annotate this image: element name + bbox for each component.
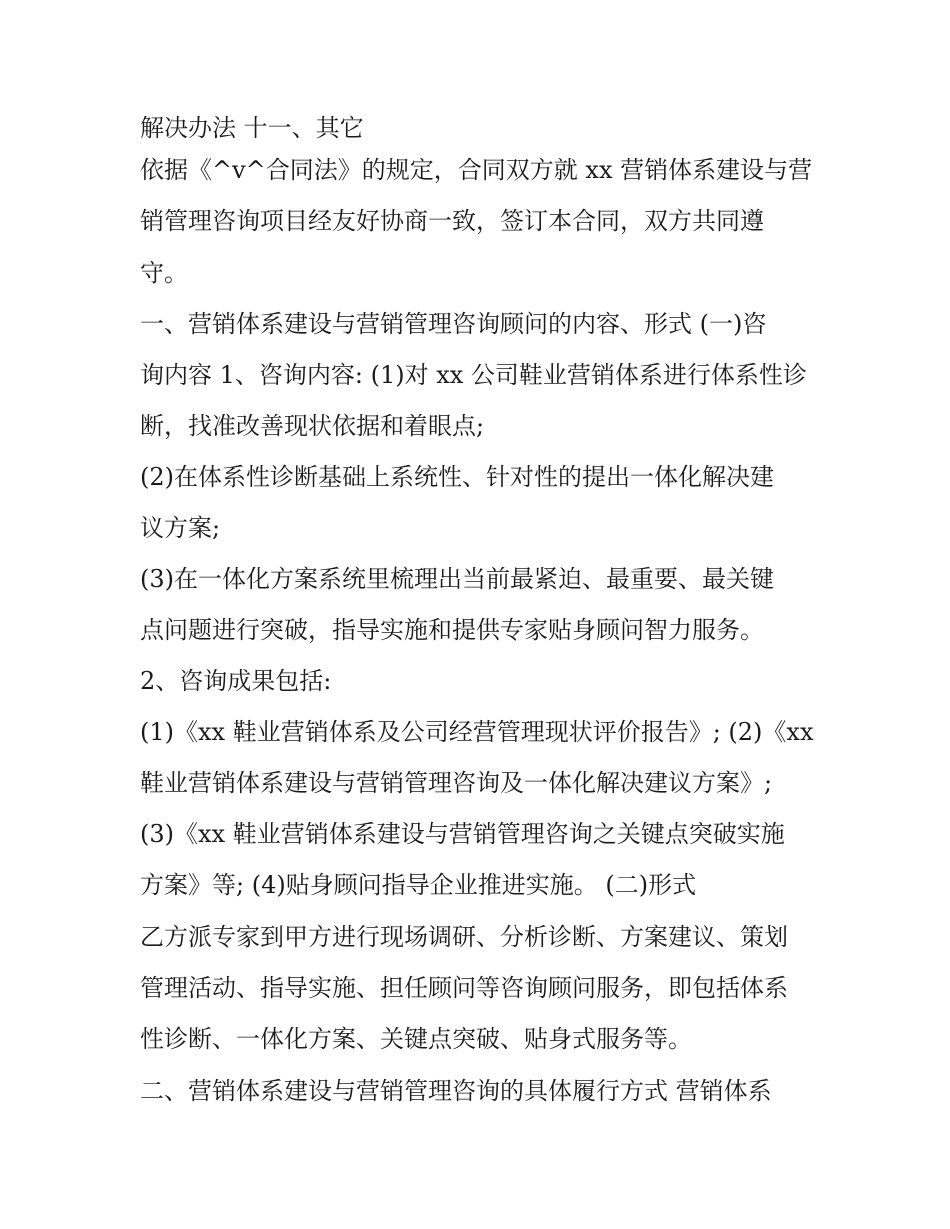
text-line: 乙方派专家到甲方进行现场调研、分析诊断、方案建议、策划 — [140, 923, 788, 951]
text-line: (3)《xx 鞋业营销体系建设与营销管理咨询之关键点突破实施 — [140, 820, 785, 848]
text-line: 2、咨询成果包括: — [140, 667, 332, 695]
text-line: 解决办法 十一、其它 — [140, 114, 364, 142]
text-line: 一、营销体系建设与营销管理咨询顾问的内容、形式 (一)咨 — [140, 310, 767, 338]
text-line: 销管理咨询项目经友好协商一致，签订本合同，双方共同遵 — [140, 207, 764, 235]
text-line: 守。 — [140, 259, 188, 287]
text-line: 性诊断、一体化方案、关键点突破、贴身式服务等。 — [140, 1025, 692, 1053]
text-line: 询内容 1、咨询内容: (1)对 xx 公司鞋业营销体系进行体系性诊 — [140, 361, 807, 389]
text-line: (1)《xx 鞋业营销体系及公司经营管理现状评价报告》; (2)《xx — [140, 718, 814, 746]
text-line: 管理活动、指导实施、担任顾问等咨询顾问服务，即包括体系 — [140, 974, 788, 1002]
text-line: (2)在体系性诊断基础上系统性、针对性的提出一体化解决建 — [140, 463, 774, 491]
text-line: 依据《^v^合同法》的规定，合同双方就 xx 营销体系建设与营 — [140, 156, 813, 184]
text-line: 二、营销体系建设与营销管理咨询的具体履行方式 营销体系 — [140, 1077, 772, 1105]
text-line: 鞋业营销体系建设与营销管理咨询及一体化解决建议方案》; — [140, 769, 773, 797]
text-line: 方案》等; (4)贴身顾问指导企业推进实施。 (二)形式 — [140, 871, 697, 899]
text-line: 点问题进行突破，指导实施和提供专家贴身顾问智力服务。 — [140, 616, 764, 644]
text-line: 断，找准改善现状依据和着眼点; — [140, 412, 485, 440]
text-line: 议方案; — [140, 514, 221, 542]
text-line: (3)在一体化方案系统里梳理出当前最紧迫、最重要、最关键 — [140, 565, 774, 593]
